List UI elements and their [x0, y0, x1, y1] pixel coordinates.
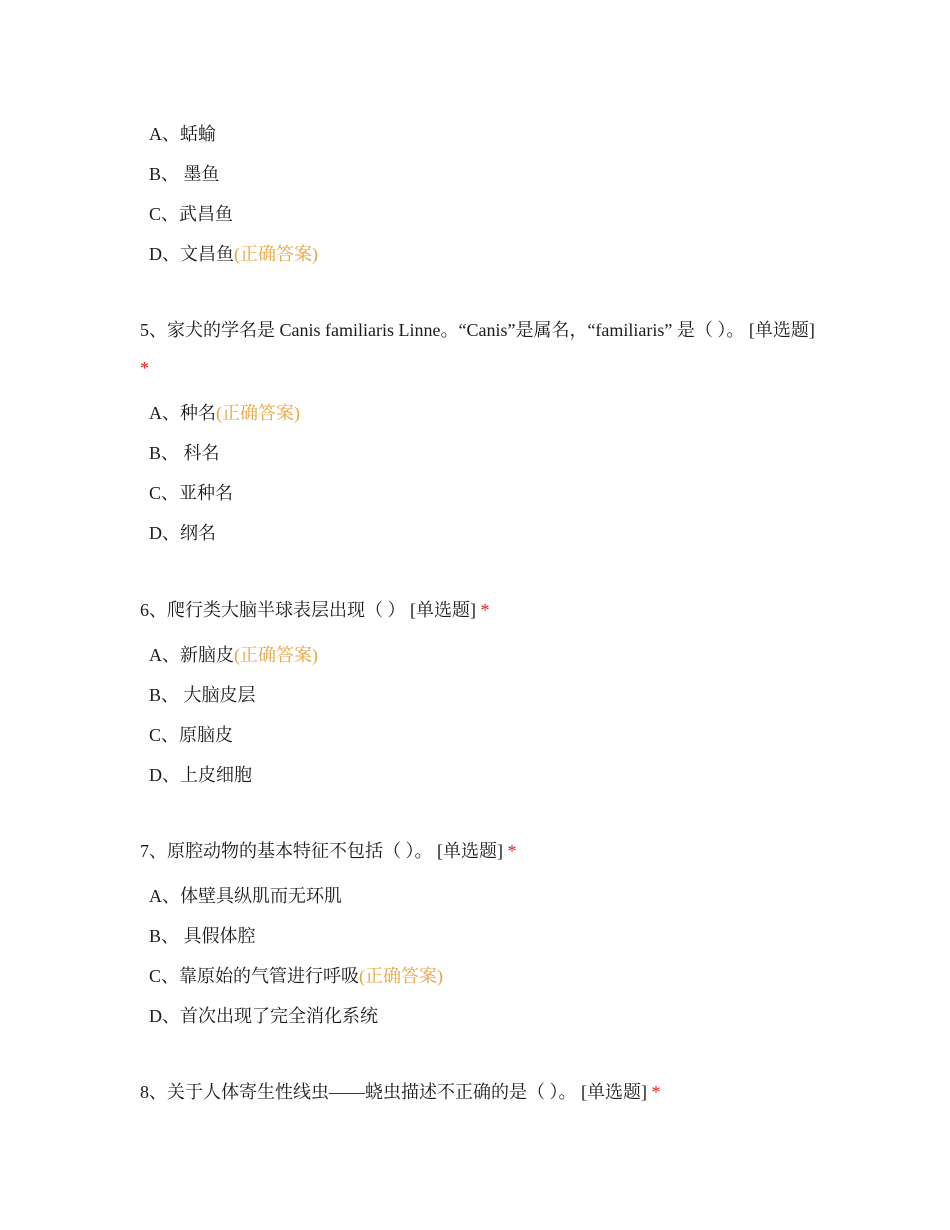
required-marker: *	[507, 841, 517, 861]
option-prefix: A、	[149, 645, 180, 665]
option-text: 文昌鱼	[180, 244, 234, 264]
option-text: 新脑皮	[180, 645, 234, 665]
option-prefix: C、	[149, 204, 180, 224]
option-list	[149, 393, 300, 553]
option-text: 体壁具纵肌而无环肌	[180, 886, 342, 906]
option-b[interactable]	[149, 433, 300, 473]
correct-answer-label: (正确答案)	[216, 403, 300, 423]
option-prefix: A、	[149, 124, 180, 144]
option-prefix: C、	[149, 966, 180, 986]
option-prefix: D、	[149, 1006, 180, 1026]
option-d[interactable]	[149, 996, 443, 1036]
question-text: 6、爬行类大脑半球表层出现（ ） [单选题]	[140, 600, 476, 620]
option-b[interactable]	[149, 916, 443, 956]
option-text: 首次出现了完全消化系统	[180, 1006, 378, 1026]
option-list	[149, 876, 443, 1036]
question-text: 7、原腔动物的基本特征不包括（ ）。 [单选题]	[140, 841, 503, 861]
option-a[interactable]	[149, 876, 443, 916]
option-prefix: C、	[149, 725, 180, 745]
option-a[interactable]	[149, 114, 318, 154]
question-title	[140, 832, 820, 870]
required-marker: *	[480, 600, 490, 620]
option-d[interactable]	[149, 755, 318, 795]
correct-answer-label: (正确答案)	[234, 244, 318, 264]
option-text: 墨鱼	[179, 164, 220, 184]
question-text: 8、关于人体寄生性线虫——蛲虫描述不正确的是（ ）。 [单选题]	[140, 1082, 647, 1102]
option-text: 亚种名	[179, 483, 234, 503]
option-prefix: B、	[149, 685, 180, 705]
option-b[interactable]	[149, 675, 318, 715]
option-d[interactable]	[149, 234, 318, 274]
option-text: 上皮细胞	[180, 765, 252, 785]
option-text: 种名	[180, 403, 216, 423]
option-text: 科名	[179, 443, 220, 463]
correct-answer-label: (正确答案)	[359, 966, 444, 986]
option-a[interactable]	[149, 635, 318, 675]
option-list	[149, 114, 318, 274]
option-prefix: C、	[149, 483, 180, 503]
option-prefix: A、	[149, 403, 180, 423]
option-prefix: B、	[149, 164, 180, 184]
option-c[interactable]	[149, 715, 318, 755]
option-prefix: D、	[149, 244, 180, 264]
option-b[interactable]	[149, 154, 318, 194]
option-a[interactable]	[149, 393, 300, 433]
required-marker: *	[140, 358, 149, 378]
correct-answer-label: (正确答案)	[234, 645, 318, 665]
question-text: 5、家犬的学名是 Canis familiaris Linne。“Canis”是属名，“familiaris” 是（ ）。 [单选题]	[140, 320, 815, 340]
option-text: 大脑皮层	[179, 685, 256, 705]
required-marker: *	[651, 1082, 661, 1102]
question-title	[140, 591, 820, 629]
option-text: 原脑皮	[179, 725, 234, 745]
option-c[interactable]	[149, 194, 318, 234]
option-text: 纲名	[180, 523, 216, 543]
option-text: 蛞蝓	[180, 124, 216, 144]
option-d[interactable]	[149, 513, 300, 553]
option-list	[149, 635, 318, 795]
option-prefix: B、	[149, 926, 180, 946]
option-text: 靠原始的气管进行呼吸	[179, 966, 360, 986]
question-title	[140, 311, 820, 387]
option-prefix: D、	[149, 523, 180, 543]
option-prefix: D、	[149, 765, 180, 785]
option-prefix: A、	[149, 886, 180, 906]
option-text: 具假体腔	[179, 926, 256, 946]
option-c[interactable]	[149, 473, 300, 513]
option-text: 武昌鱼	[179, 204, 234, 224]
option-c[interactable]	[149, 956, 443, 996]
question-title	[140, 1073, 820, 1111]
option-prefix: B、	[149, 443, 180, 463]
